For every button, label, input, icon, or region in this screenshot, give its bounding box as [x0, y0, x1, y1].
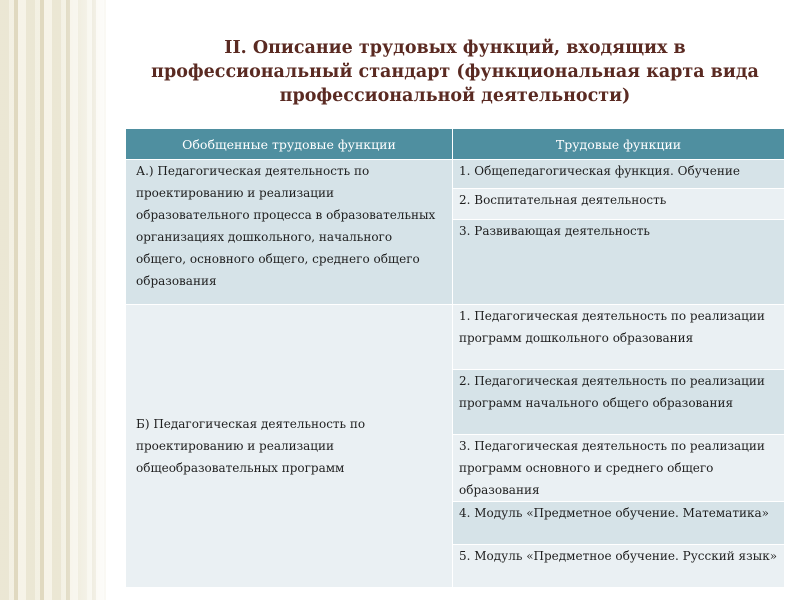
slide-title [130, 36, 780, 108]
table-row [126, 160, 785, 189]
functional-map-table [125, 128, 785, 588]
labor-function-b1: 1. Педагогическая деятельность по реализации программ дошкольного образования [453, 305, 785, 370]
labor-function-a3: 3. Развивающая деятельность [453, 220, 785, 305]
labor-function-b5: 5. Модуль «Предметное обучение. Русский язык» [453, 545, 785, 588]
title-line-1: II. Описание трудовых функций, входящих в [224, 38, 686, 58]
labor-function-b3: 3. Педагогическая деятельность по реализации программ основного и среднего общего образования [453, 435, 785, 502]
generalized-function-b: Б) Педагогическая деятельность по проектированию и реализации общеобразовательных программ [126, 305, 453, 588]
generalized-function-a: А.) Педагогическая деятельность по проектированию и реализации образовательного процесса в образовательных организациях дошкольного, начального общего, основного общего, среднего общего образования [126, 160, 453, 305]
title-line-3: профессиональной деятельности) [279, 86, 631, 106]
title-line-2: профессиональный стандарт (функциональная карта вида [151, 62, 759, 82]
decorative-side-fade [60, 0, 120, 600]
table-header-row [126, 129, 785, 160]
labor-function-b4: 4. Модуль «Предметное обучение. Математика» [453, 502, 785, 545]
header-labor-functions: Трудовые функции [453, 129, 785, 160]
table-row [126, 305, 785, 370]
header-generalized-functions: Обобщенные трудовые функции [126, 129, 453, 160]
labor-function-a1: 1. Общепедагогическая функция. Обучение [453, 160, 785, 189]
labor-function-a2: 2. Воспитательная деятельность [453, 189, 785, 220]
labor-function-b2: 2. Педагогическая деятельность по реализации программ начального общего образования [453, 370, 785, 435]
